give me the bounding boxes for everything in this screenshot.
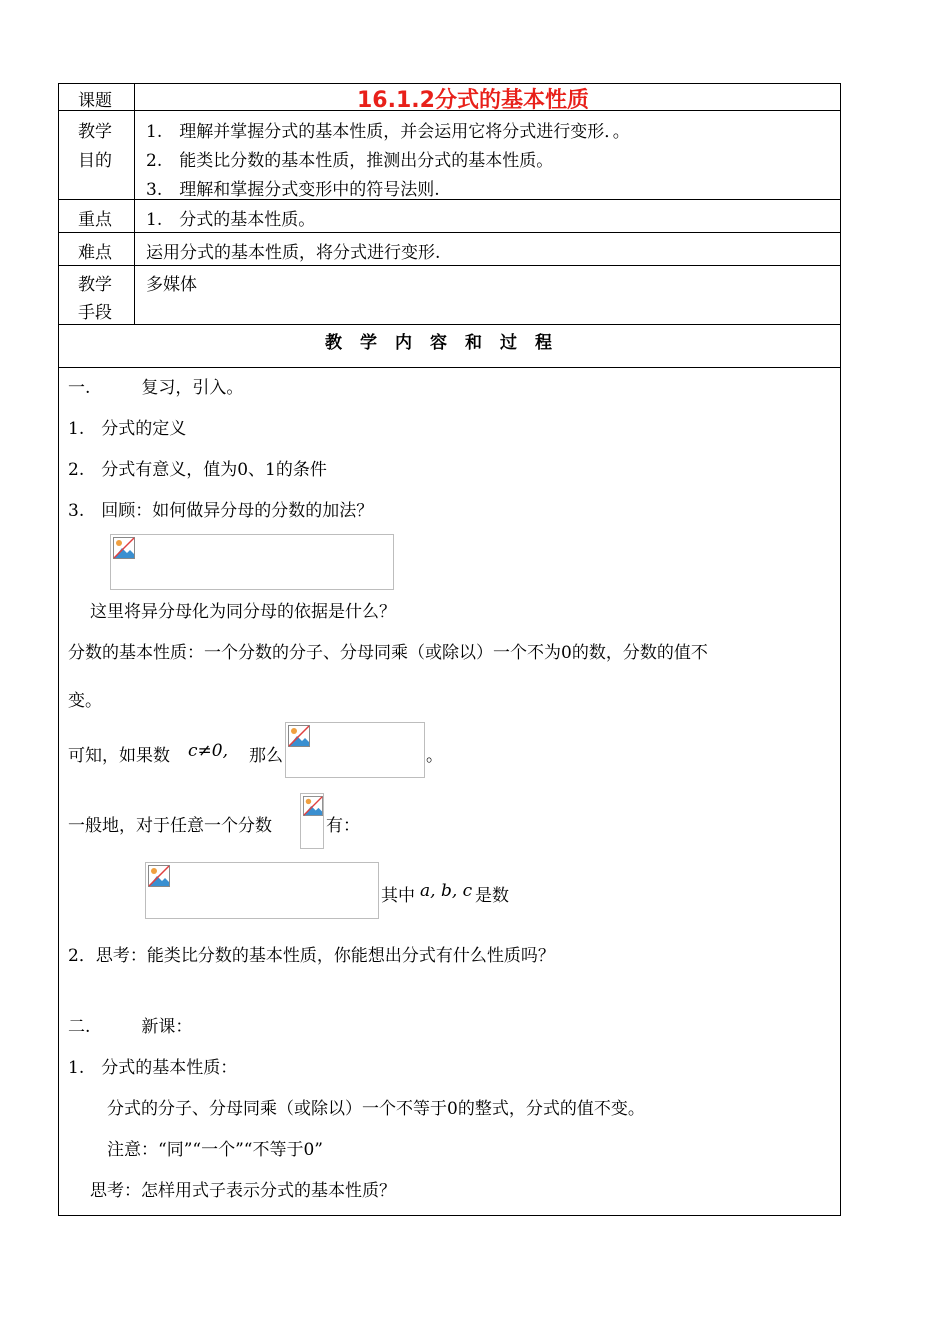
where-suffix: 是数: [475, 886, 509, 906]
where-variables: a, b, c: [420, 881, 473, 901]
property-statement: 分式的分子、分母同乘（或除以）一个不等于0的整式，分式的值不变。: [107, 1099, 645, 1119]
goal-item: 2. 能类比分数的基本性质，推测出分式的基本性质。: [146, 151, 554, 171]
means-text: 多媒体: [146, 275, 197, 295]
broken-image-icon: [303, 796, 323, 816]
formula-image: [285, 722, 425, 778]
means-label-line1: 教学: [78, 275, 112, 295]
list-item: 1. 分式的定义: [68, 419, 187, 439]
difficulty-text: 运用分式的基本性质，将分式进行变形.: [146, 243, 441, 263]
row-divider: [58, 367, 841, 368]
row-divider: [58, 265, 841, 266]
broken-image-icon: [288, 725, 310, 747]
row-divider: [58, 232, 841, 233]
column-divider: [134, 83, 135, 324]
know-prefix: 可知，如果数: [68, 746, 170, 766]
note-text: 注意：“同”“一个”“不等于0”: [107, 1140, 323, 1160]
section-2-title: 二. 新课：: [68, 1017, 193, 1037]
section-header: 教学内容和过程: [325, 333, 570, 353]
broken-image-icon: [113, 537, 135, 559]
think-question: 2．思考：能类比分数的基本性质，你能想出分式有什么性质吗？: [68, 946, 555, 966]
formula-image: [110, 534, 394, 590]
general-have: 有：: [326, 816, 360, 836]
list-item: 3. 回顾：如何做异分母的分数的加法？: [68, 501, 374, 521]
difficulty-label: 难点: [78, 243, 112, 263]
question-text: 这里将异分母化为同分母的依据是什么？: [90, 602, 396, 622]
where-prefix: 其中: [381, 886, 415, 906]
means-label-line2: 手段: [78, 303, 112, 323]
list-item: 2. 分式有意义，值为0、1的条件: [68, 460, 327, 480]
topic-label: 课题: [78, 91, 112, 111]
formula-image: [145, 862, 379, 919]
page-title: 16.1.2分式的基本性质: [357, 88, 589, 113]
know-then: 那么: [249, 746, 283, 766]
row-divider: [58, 324, 841, 325]
think-question: 思考：怎样用式子表示分式的基本性质？: [90, 1181, 396, 1201]
know-variable: c≠0,: [188, 741, 228, 761]
fraction-property-text: 分数的基本性质：一个分数的分子、分母同乘（或除以）一个不为0的数，分数的值不: [68, 643, 708, 663]
section-1-title: 一. 复习，引入。: [68, 378, 244, 398]
know-end: 。: [426, 746, 443, 766]
fraction-property-text-cont: 变。: [68, 691, 102, 711]
list-item: 1. 分式的基本性质：: [68, 1058, 238, 1078]
goal-item: 1. 理解并掌握分式的基本性质，并会运用它将分式进行变形．。: [146, 122, 630, 142]
key-label: 重点: [78, 210, 112, 230]
broken-image-icon: [148, 865, 170, 887]
general-prefix: 一般地，对于任意一个分数: [68, 816, 272, 836]
goal-item: 3. 理解和掌握分式变形中的符号法则.: [146, 180, 440, 200]
key-point: 1. 分式的基本性质。: [146, 210, 316, 230]
formula-image: [300, 793, 324, 849]
goal-label-line1: 教学: [78, 122, 112, 142]
goal-label-line2: 目的: [78, 151, 112, 171]
